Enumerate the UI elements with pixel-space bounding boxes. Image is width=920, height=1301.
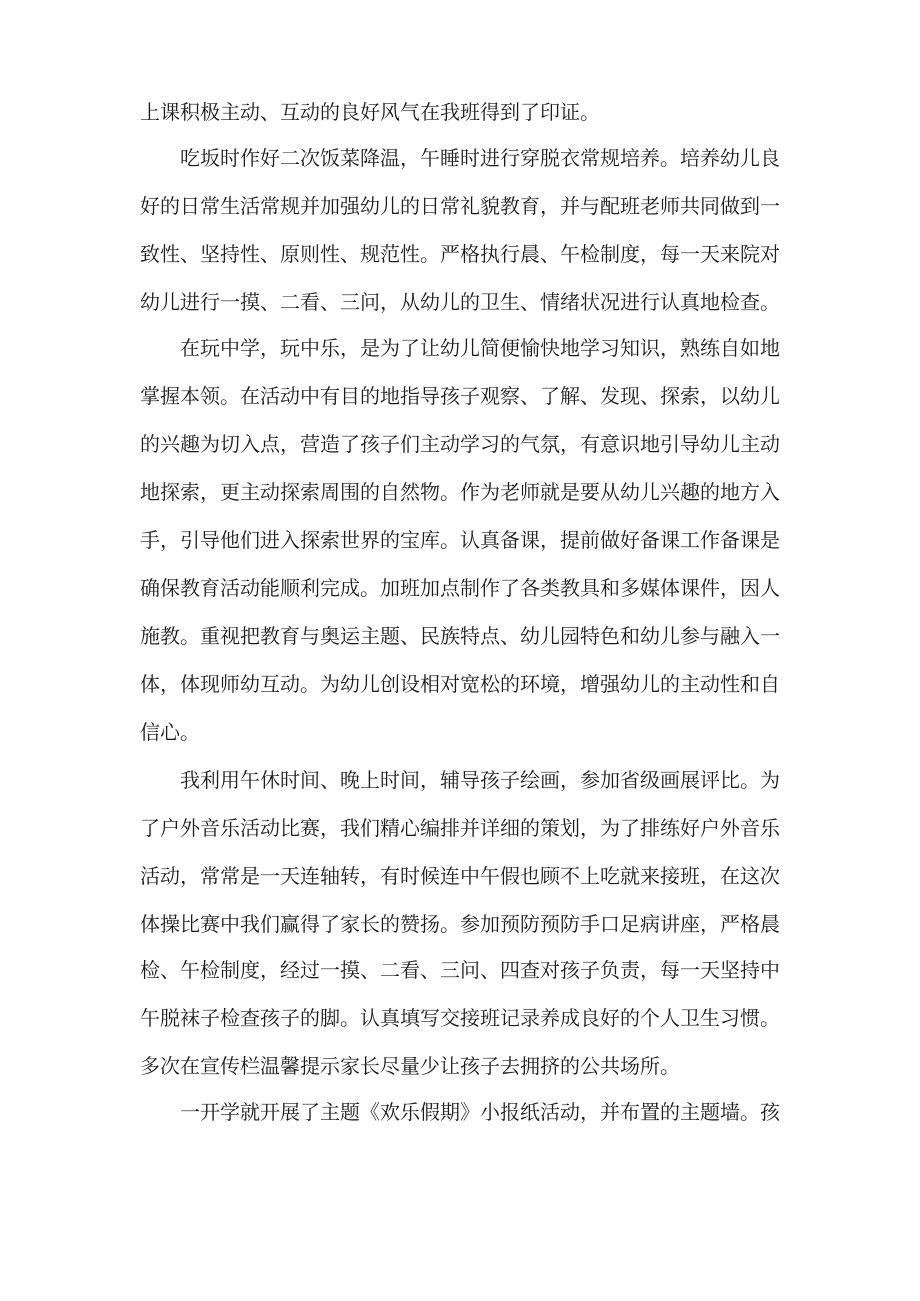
text-line: 致性、坚持性、原则性、规范性。严格执行晨、午检制度，每一天来院对: [140, 242, 780, 266]
text-line: 吃坂时作好二次饭菜降温，午睡时进行穿脱衣常规培养。培养幼儿良: [180, 146, 780, 170]
text-line: 幼儿进行一摸、二看、三问，从幼儿的卫生、情绪状况进行认真地检查。: [140, 290, 780, 314]
text-line: 了户外音乐活动比赛，我们精心编排并详细的策划，为了排练好户外音乐: [140, 816, 780, 840]
text-line: 活动，常常是一天连轴转，有时候连中午假也顾不上吃就来接班，在这次: [140, 864, 780, 888]
text-line: 体操比赛中我们赢得了家长的赞扬。参加预防预防手口足病讲座，严格晨: [140, 912, 780, 936]
text-line: 检、午检制度，经过一摸、二看、三问、四查对孩子负责，每一天坚持中: [140, 958, 780, 982]
text-line: 午脱袜子检查孩子的脚。认真填写交接班记录养成良好的个人卫生习惯。: [140, 1006, 780, 1030]
text-line: 手，引导他们进入探索世界的宝库。认真备课，提前做好备课工作备课是: [140, 528, 780, 552]
text-line: 体，体现师幼互动。为幼儿创设相对宽松的环境，增强幼儿的主动性和自: [140, 672, 780, 696]
text-line: 一开学就开展了主题《欢乐假期》小报纸活动，并布置的主题墙。孩: [180, 1100, 780, 1124]
text-line: 在玩中学，玩中乐，是为了让幼儿简便愉快地学习知识，熟练自如地: [180, 336, 780, 360]
text-line: 的兴趣为切入点，营造了孩子们主动学习的气氛，有意识地引导幼儿主动: [140, 432, 780, 456]
text-line: 好的日常生活常规并加强幼儿的日常礼貌教育，并与配班老师共同做到一: [140, 194, 780, 218]
text-line: 掌握本领。在活动中有目的地指导孩子观察、了解、发现、探索，以幼儿: [140, 384, 780, 408]
text-line: 信心。: [140, 720, 200, 744]
text-line: 上课积极主动、互动的良好风气在我班得到了印证。: [140, 100, 600, 124]
text-line: 确保教育活动能顺利完成。加班加点制作了各类教具和多媒体课件，因人: [140, 576, 780, 600]
text-line: 施教。重视把教育与奥运主题、民族特点、幼儿园特色和幼儿参与融入一: [140, 624, 780, 648]
text-line: 我利用午休时间、晚上时间，辅导孩子绘画，参加省级画展评比。为: [180, 768, 780, 792]
text-line: 多次在宣传栏温馨提示家长尽量少让孩子去拥挤的公共场所。: [140, 1054, 680, 1078]
text-line: 地探索，更主动探索周围的自然物。作为老师就是要从幼儿兴趣的地方入: [140, 480, 780, 504]
